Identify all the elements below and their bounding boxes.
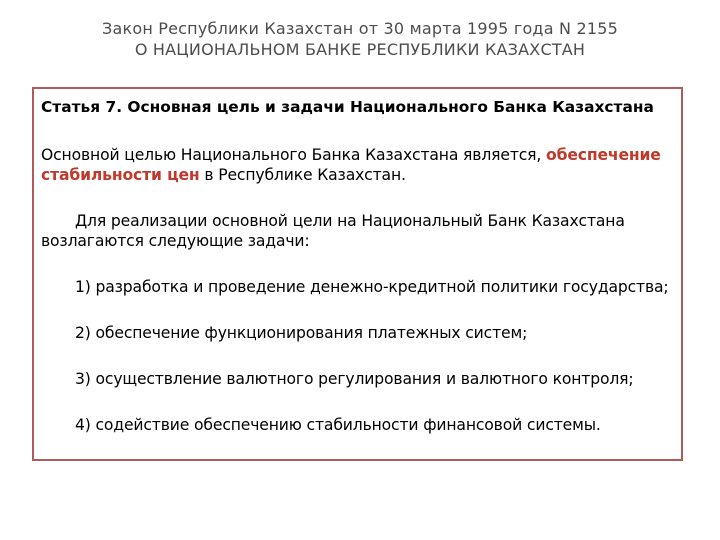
law-title: Закон Республики Казахстан от 30 марта 1995 года N 2155 <box>102 19 618 38</box>
goal-text-before: Основной целью Национального Банка Казахстана является, <box>41 146 547 164</box>
slide-header <box>0 18 720 60</box>
article-box <box>32 87 683 461</box>
article-title: Статья 7. Основная цель и задачи Национального Банка Казахстана <box>41 98 654 116</box>
goal-paragraph <box>41 145 671 185</box>
task-item-4: 4) содействие обеспечению стабильности финансовой системы. <box>75 416 601 434</box>
task-item-2: 2) обеспечение функционирования платежных систем; <box>75 324 528 342</box>
article-body <box>41 145 671 435</box>
tasks-intro: Для реализации основной цели на Национальный Банк Казахстана возлагаются следующие задачи: <box>41 212 625 250</box>
task-item-3: 3) осуществление валютного регулирования и валютного контроля; <box>75 370 634 388</box>
goal-highlight: обеспечение стабильности цен <box>41 146 661 184</box>
task-item-1: 1) разработка и проведение денежно-кредитной политики государства; <box>75 278 669 296</box>
task-list <box>41 277 671 435</box>
goal-text-after: в Республике Казахстан. <box>199 166 406 184</box>
law-subtitle: О НАЦИОНАЛЬНОМ БАНКЕ РЕСПУБЛИКИ КАЗАХСТАН <box>134 40 586 59</box>
